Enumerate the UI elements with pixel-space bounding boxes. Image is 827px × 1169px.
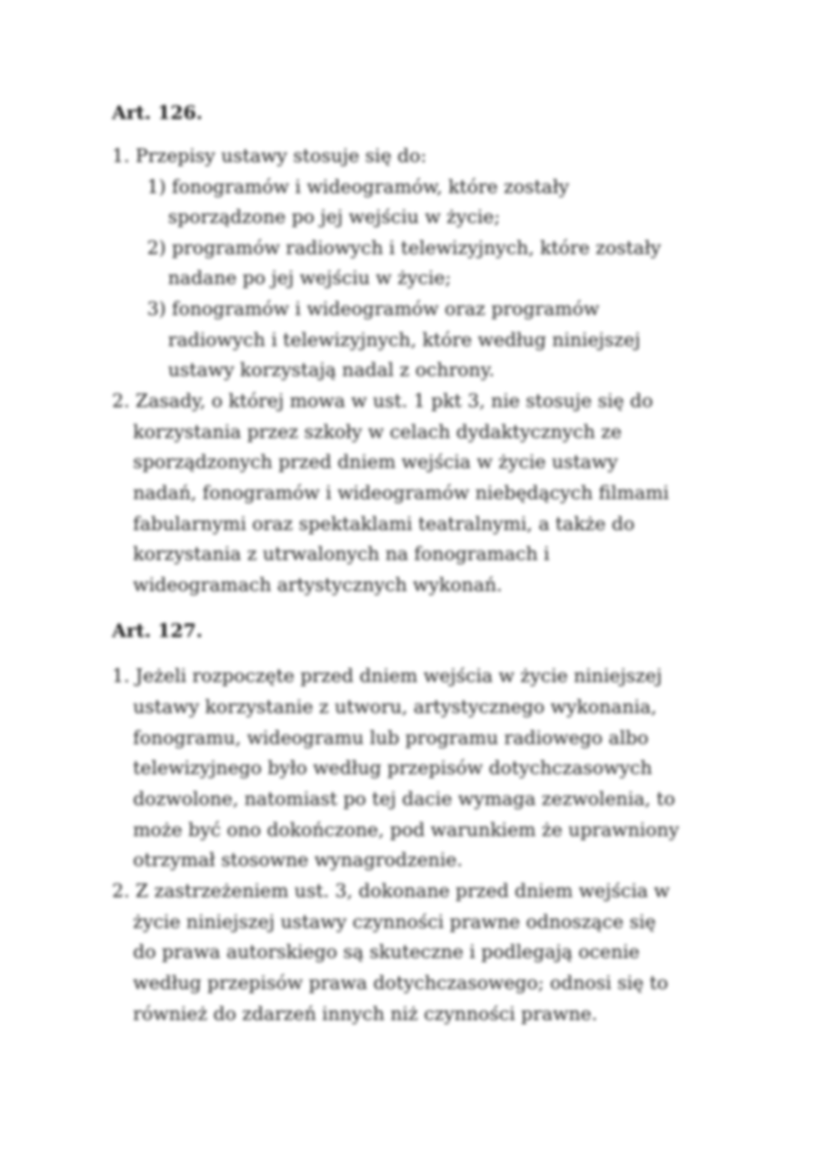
art127-para2-line4: według przepisów prawa dotychczasowego; odnosi się to [133, 973, 669, 994]
art127-para1-line5: dozwolone, natomiast po tej dacie wymaga zezwolenia, to [133, 789, 676, 810]
art127-para2-line1: 2. Z zastrzeżeniem ust. 3, dokonane przed dniem wejścia w [112, 881, 670, 902]
art126-item1-line1: 1) fonogramów i wideogramów, które zostały [147, 177, 570, 198]
art126-para2-line1: 2. Zasady, o której mowa w ust. 1 pkt 3, nie stosuje się do [112, 391, 653, 412]
art126-para2-line7: wideogramach artystycznych wykonań. [133, 575, 503, 596]
art127-para2-line2: życie niniejszej ustawy czynności prawne odnoszące się [133, 912, 656, 933]
article-127-heading: Art. 127. [112, 621, 203, 642]
art126-item1-line2: sporządzone po jej wejściu w życie; [168, 207, 501, 228]
art127-para1-line1: 1. Jeżeli rozpoczęte przed dniem wejścia w życie niniejszej [112, 666, 662, 687]
art126-item2-line1: 2) programów radiowych i telewizyjnych, które zostały [147, 238, 661, 259]
art127-para2-line5: również do zdarzeń innych niż czynności prawne. [133, 1004, 598, 1025]
art126-para2-line6: korzystania z utrwalonych na fonogramach i [133, 544, 550, 565]
art126-para1-intro: 1. Przepisy ustawy stosuje się do: [112, 146, 427, 167]
art126-item3-line3: ustawy korzystają nadal z ochrony. [168, 360, 495, 381]
art127-para1-line7: otrzymał stosowne wynagrodzenie. [133, 850, 463, 871]
article-126-heading: Art. 126. [112, 103, 203, 124]
art127-para1-line6: może być ono dokończone, pod warunkiem że uprawniony [133, 820, 680, 841]
art127-para1-line4: telewizyjnego było według przepisów dotychczasowych [133, 758, 653, 779]
art126-item3-line1: 3) fonogramów i wideogramów oraz programów [147, 299, 600, 320]
art126-item2-line2: nadane po jej wejściu w życie; [168, 268, 452, 289]
art126-item3-line2: radiowych i telewizyjnych, które według niniejszej [168, 330, 641, 351]
art126-para2-line3: sporządzonych przed dniem wejścia w życie ustawy [133, 452, 618, 473]
art126-para2-line4: nadań, fonogramów i wideogramów niebędących filmami [133, 483, 669, 504]
art127-para1-line2: ustawy korzystanie z utworu, artystycznego wykonania, [133, 697, 657, 718]
art126-para2-line5: fabularnymi oraz spektaklami teatralnymi, a także do [133, 514, 635, 535]
art127-para2-line3: do prawa autorskiego są skuteczne i podlegają ocenie [133, 942, 640, 963]
art127-para1-line3: fonogramu, wideogramu lub programu radiowego albo [133, 728, 649, 749]
art126-para2-line2: korzystania przez szkoły w celach dydaktycznych ze [133, 422, 622, 443]
